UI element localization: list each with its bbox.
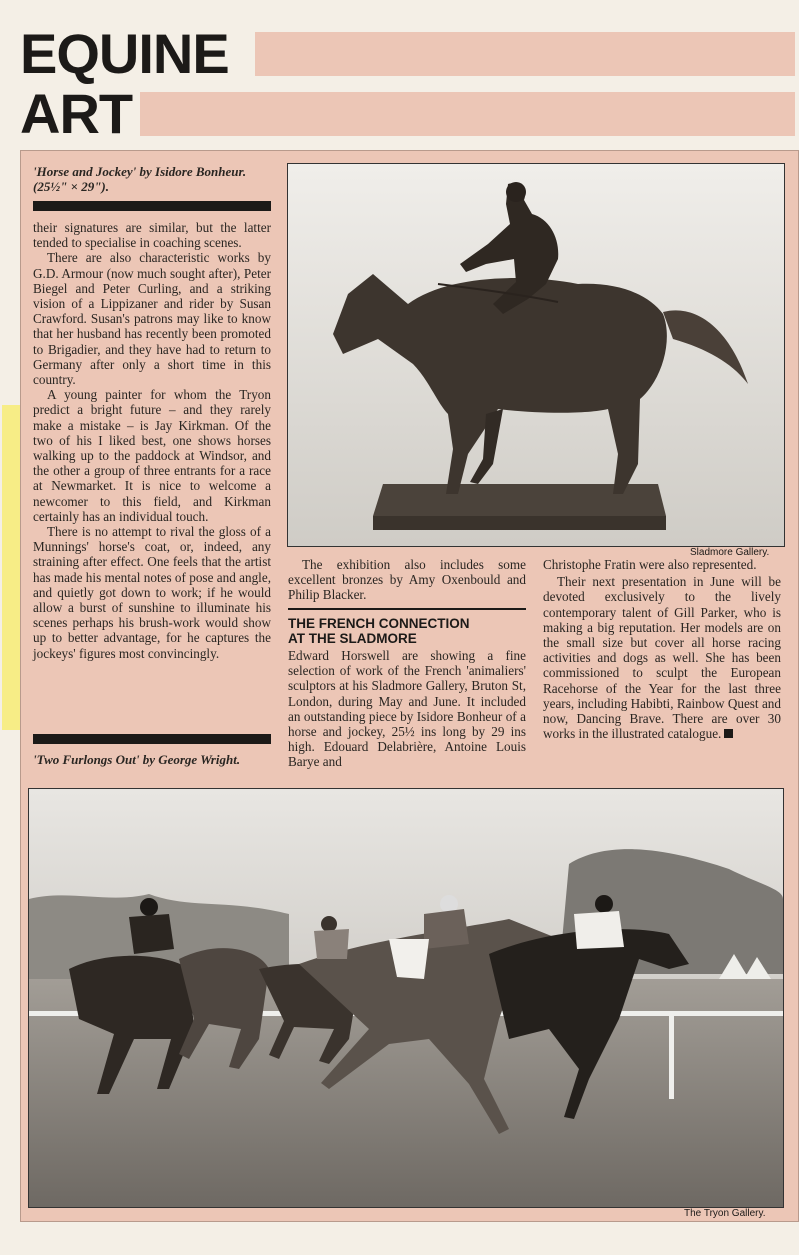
sculpture-credit: Sladmore Gallery.	[690, 547, 770, 558]
right-paragraph-1: Christophe Fratin were also represented.	[543, 557, 757, 572]
painting-photo	[28, 788, 784, 1208]
painting-caption: 'Two Furlongs Out' by George Wright.	[33, 752, 241, 767]
caption-rule-bottom	[33, 734, 271, 744]
bronze-horse-jockey-image	[288, 164, 784, 546]
subhead-rule	[288, 608, 526, 610]
right-paragraph-2-text: Their next presentation in June will be devoted exclusively to the lively contemporary talent of Gill Parker, who is making a big reputation. Her models are on the small size but cover all horse racing activities and dogs as well. She has been commissioned to sculpt the European Racehorse of the Year for the last three years, including Habibti, Rainbow Quest and now, Dancing Brave. There are over 30 works in the illustrated catalogue.	[543, 574, 781, 742]
caption-rule-top	[33, 201, 271, 211]
highlighter-mark	[2, 405, 22, 730]
title-line-2: ART	[20, 82, 133, 145]
left-paragraph: A young painter for whom the Tryon predict a bright future – and they rarely make a mistake – is Jay Kirkman. Of the two of his I liked best, one shows horses walking up to the paddock at Windsor, and the other a group of three entrants for a race at Newmarket. It is nice to welcome a newcomer to this field, and Kirkman certainly has an individual touch.	[33, 387, 271, 524]
title-line-1: EQUINE	[20, 22, 229, 85]
subhead-line-2: AT THE SLADMORE	[288, 631, 417, 646]
left-paragraph: There are also characteristic works by G.D. Armour (now much sought after), Peter Biegel and Peter Curling, and a striking vision of a Lippizaner and rider by Susan Crawford. Susan's patrons may like to know that her husband has recently been promoted to Brigadier, and they have had to return to Germany after only a short time in this country.	[33, 250, 271, 388]
racing-painting-image	[29, 789, 783, 1207]
right-paragraph-2	[543, 574, 781, 741]
section-subhead	[288, 616, 526, 646]
title-band-top	[255, 32, 795, 76]
mid-body: Edward Horswell are showing a fine selection of work of the French 'animaliers' sculptors at his Sladmore Gallery, Bruton St, London, during May and June. It included an outstanding piece by Isidore Bonheur of a horse and jockey, 25½ ins long by 29 ins high. Edouard Delabrière, Antoine Louis Barye and	[288, 648, 526, 770]
sculpture-photo	[287, 163, 785, 547]
middle-column	[288, 557, 526, 603]
subhead-line-1: THE FRENCH CONNECTION	[288, 616, 470, 631]
left-column	[33, 164, 271, 194]
sculpture-caption: 'Horse and Jockey' by Isidore Bonheur. (25½" × 29").	[33, 164, 247, 194]
end-mark	[724, 729, 733, 738]
title-band-bottom	[140, 92, 795, 136]
right-column	[543, 557, 781, 741]
mid-intro: The exhibition also includes some excellent bronzes by Amy Oxenbould and Philip Blacker.	[288, 557, 526, 603]
painting-credit: The Tryon Gallery.	[684, 1208, 766, 1219]
left-paragraph: There is no attempt to rival the gloss of a Munnings' horse's coat, or, indeed, any straining after effect. One feels that the artist has made his mental notes of pose and angle, and quietly got down to work; if he would allow a burst of sunshine to illuminate his scenes perhaps his brush-work would show up to better advantage, for he captures the jockeys' figures most convincingly.	[33, 524, 271, 661]
middle-column-article	[288, 616, 526, 770]
left-paragraph: their signatures are similar, but the latter tended to specialise in coaching scenes.	[33, 220, 271, 251]
left-column-text	[33, 220, 271, 661]
